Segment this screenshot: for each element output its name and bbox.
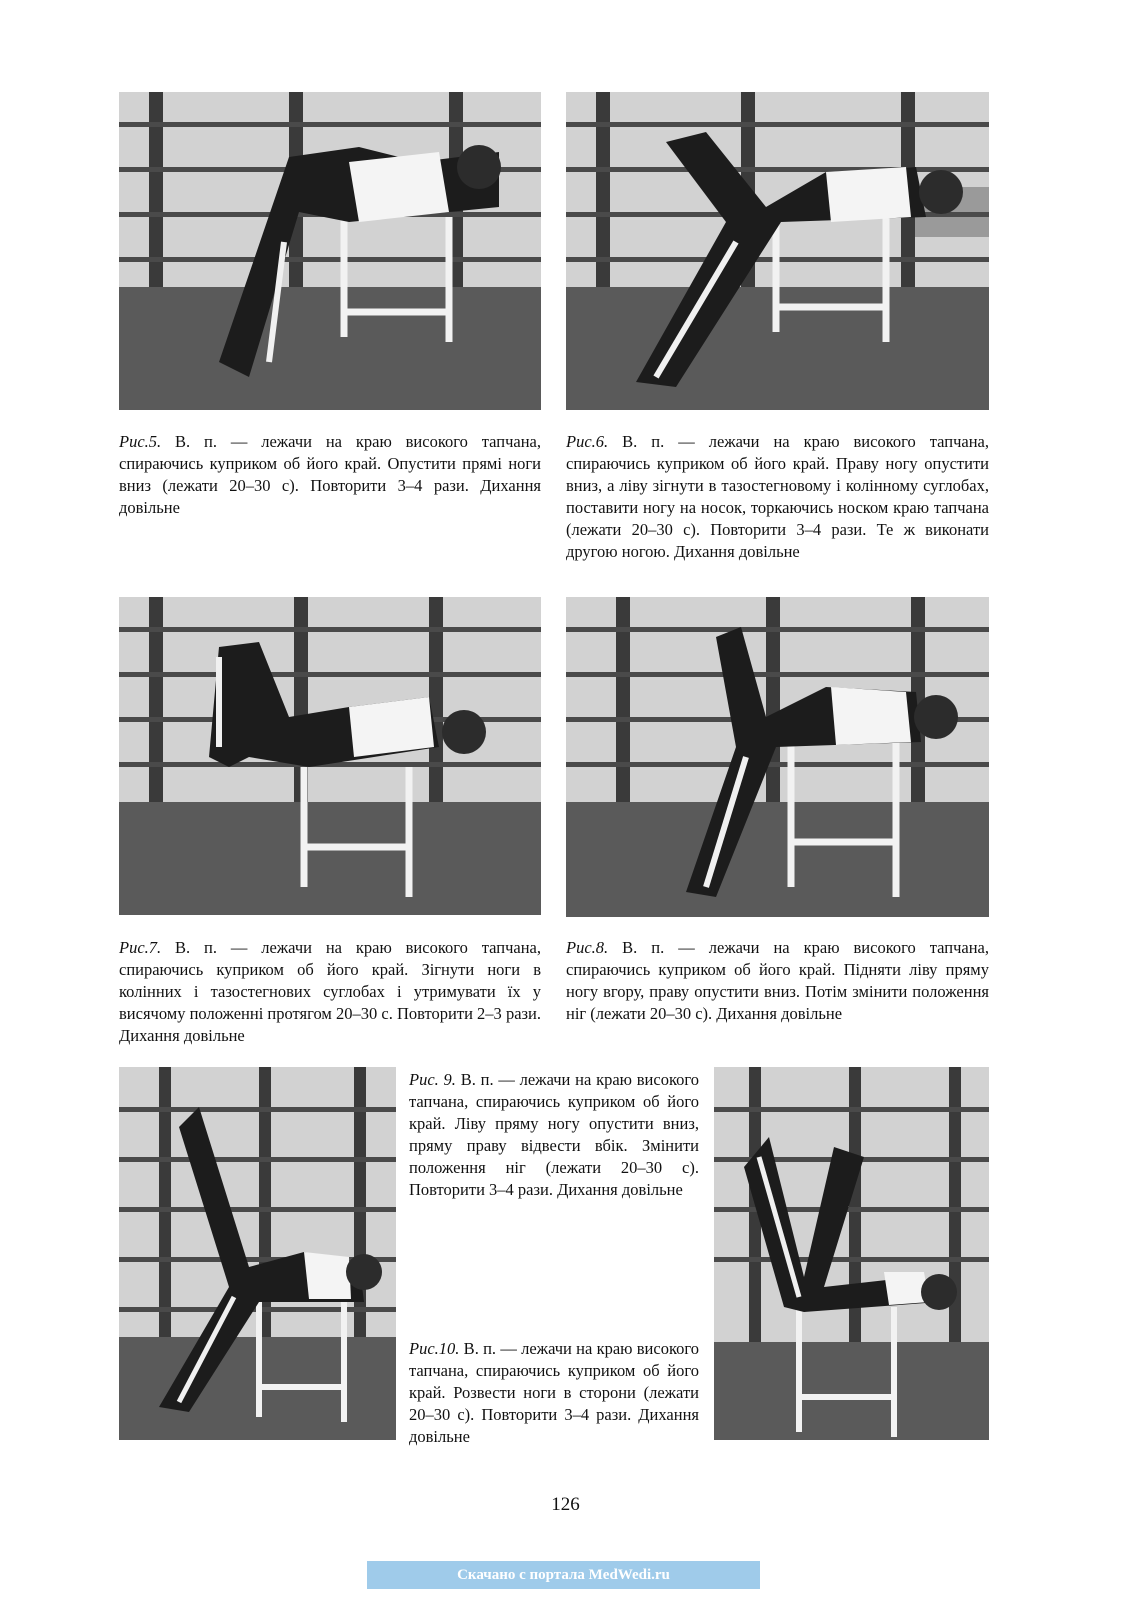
caption-fig-7 bbox=[119, 937, 541, 1047]
download-banner: Скачано с портала MedWedi.ru bbox=[367, 1561, 760, 1589]
exercise-photo-7 bbox=[119, 597, 541, 915]
exercise-photo-5 bbox=[119, 92, 541, 410]
caption-label: Рис.7. bbox=[119, 938, 162, 957]
exercise-photo-10 bbox=[714, 1067, 989, 1440]
caption-fig-10 bbox=[409, 1338, 699, 1448]
photo-fig-10 bbox=[714, 1067, 989, 1440]
exercise-photo-9 bbox=[119, 1067, 396, 1440]
exercise-photo-8 bbox=[566, 597, 989, 917]
caption-label: Рис.5. bbox=[119, 432, 162, 451]
caption-fig-6 bbox=[566, 431, 989, 563]
caption-label: Рис. 9. bbox=[409, 1070, 456, 1089]
caption-text: В. п. — лежачи на краю високого тапчана, спираючись куприком об його край. Ліву пряму ногу опустити вниз, пряму праву відвести вбік. Змінити положення ніг (лежати 20–30 с). Повторити 3–4 рази. Дихання довільне bbox=[409, 1070, 699, 1199]
caption-text: В. п. — лежачи на краю високого тапчана, спираючись куприком об його край. Підняти ліву пряму ногу вгору, праву опустити вниз. Потім змінити положення ніг (лежати 20–30 с). Дихання довільне bbox=[566, 938, 989, 1023]
page-number: 126 bbox=[551, 1494, 580, 1515]
photo-fig-8 bbox=[566, 597, 989, 917]
photo-fig-7 bbox=[119, 597, 541, 915]
caption-label: Рис.10. bbox=[409, 1339, 460, 1358]
caption-text: В. п. — лежачи на краю високого тапчана, спираючись куприком об його край. Праву ногу опустити вниз, а ліву зігнути в тазостегновому і колінному суглобах, поставити ногу на носок, торкаючись носком краю тапчана (лежати 20–30 с). Повторити 3–4 рази. Те ж виконати другою ногою. Дихання довільне bbox=[566, 432, 989, 561]
photo-fig-5 bbox=[119, 92, 541, 410]
caption-fig-5 bbox=[119, 431, 541, 519]
caption-text: В. п. — лежачи на краю високого тапчана, спираючись куприком об його край. Опустити прямі ноги вниз (лежати 20–30 с). Повторити 3–4 рази. Дихання довільне bbox=[119, 432, 541, 517]
photo-fig-9 bbox=[119, 1067, 396, 1440]
caption-label: Рис.6. bbox=[566, 432, 609, 451]
caption-fig-8 bbox=[566, 937, 989, 1025]
caption-label: Рис.8. bbox=[566, 938, 609, 957]
caption-text: В. п. — лежачи на краю високого тапчана, спираючись куприком об його край. Зігнути ноги в колінних і тазостегнових суглобах і утримувати їх у висячому положенні протягом 20–30 с. Повторити 2–3 рази. Дихання довільне bbox=[119, 938, 541, 1045]
caption-fig-9 bbox=[409, 1069, 699, 1201]
caption-text: В. п. — лежачи на краю високого тапчана, спираючись куприком об його край. Розвести ноги в сторони (лежати 20–30 с). Повторити 3–4 рази. Дихання довільне bbox=[409, 1339, 699, 1446]
exercise-photo-6 bbox=[566, 92, 989, 410]
photo-fig-6 bbox=[566, 92, 989, 410]
